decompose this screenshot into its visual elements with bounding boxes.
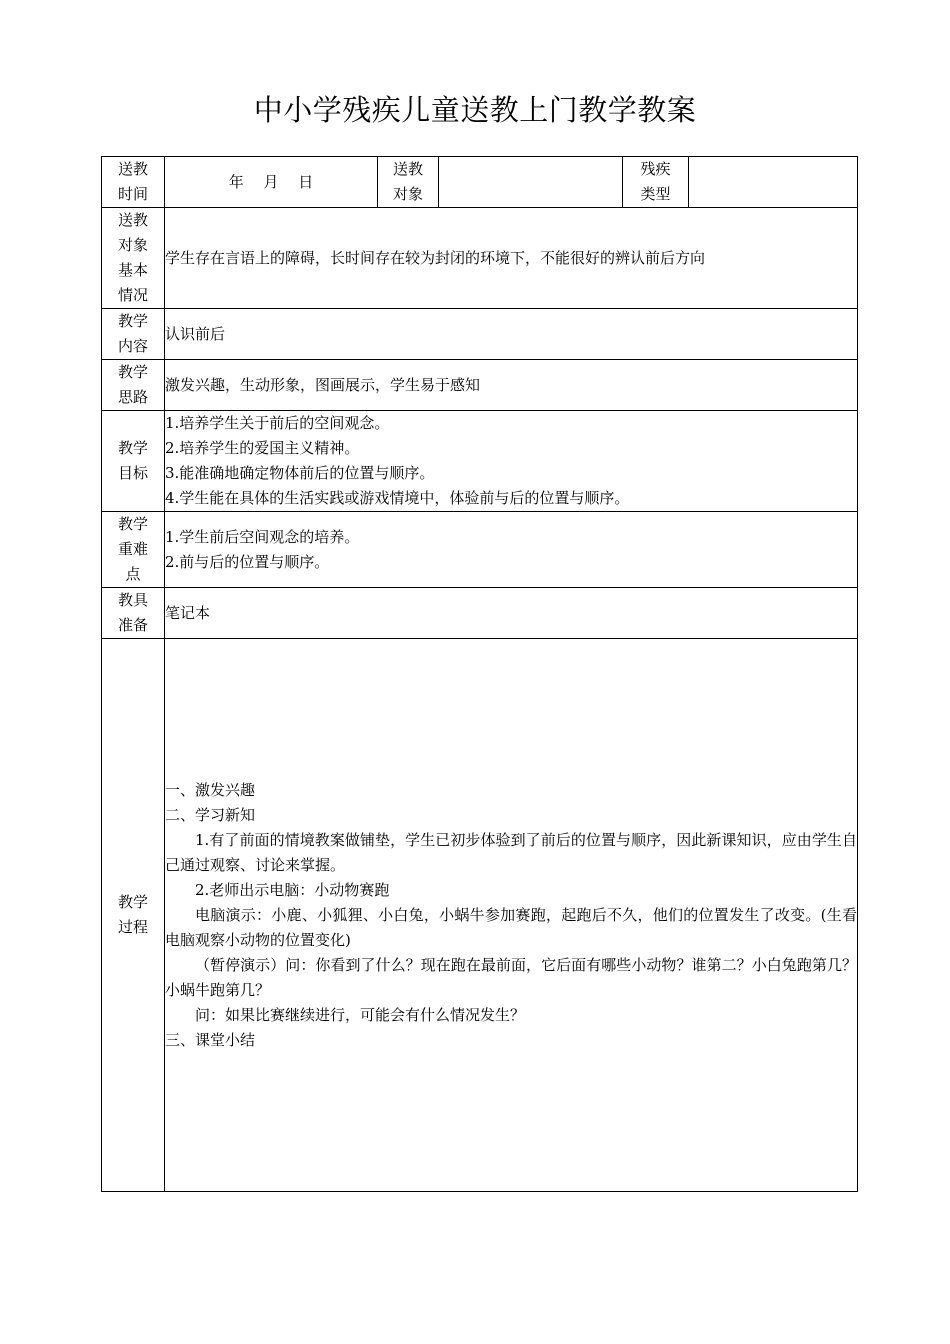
process-paragraph: 1.有了前面的情境教案做铺垫，学生已初步体验到了前后的位置与顺序，因此新课知识，应由学生自己通过观察、讨论来掌握。 xyxy=(165,830,857,874)
process-section-2: 二、学习新知 xyxy=(165,805,256,824)
approach-label: 教学 思路 xyxy=(102,360,165,411)
lesson-plan-table xyxy=(101,156,858,1192)
goal-item: 4.学生能在具体的生活实践或游戏情境中，体验前与后的位置与顺序。 xyxy=(165,489,630,507)
student-situation-text: 学生存在言语上的障碍，长时间存在较为封闭的环境下，不能很好的辨认前后方向 xyxy=(165,208,858,309)
goal-item: 2.培养学生的爱国主义精神。 xyxy=(165,439,360,457)
key-point-item: 2.前与后的位置与顺序。 xyxy=(165,552,330,571)
goal-item: 3.能准确地确定物体前后的位置与顺序。 xyxy=(165,464,435,482)
content-text: 认识前后 xyxy=(165,309,858,360)
disability-field[interactable] xyxy=(689,157,858,208)
header-row xyxy=(102,157,858,208)
process-section-1: 一、激发兴趣 xyxy=(165,780,256,799)
key-points-row xyxy=(102,512,858,588)
time-label: 送教 时间 xyxy=(102,157,165,208)
goals-row xyxy=(102,411,858,512)
student-situation-row xyxy=(102,208,858,309)
process-row xyxy=(102,639,858,1192)
content-row xyxy=(102,309,858,360)
disability-label: 残疾 类型 xyxy=(623,157,689,208)
process-paragraph: 问：如果比赛继续进行，可能会有什么情况发生？ xyxy=(195,1005,526,1024)
target-field[interactable] xyxy=(439,157,623,208)
content-label: 教学 内容 xyxy=(102,309,165,360)
tools-text: 笔记本 xyxy=(165,588,858,639)
date-field[interactable]: 年 月 日 xyxy=(165,157,378,208)
process-paragraph: 2.老师出示电脑：小动物赛跑 xyxy=(195,880,390,899)
goals-list xyxy=(165,411,858,512)
key-point-item: 1.学生前后空间观念的培养。 xyxy=(165,527,360,546)
goals-label: 教学 目标 xyxy=(102,411,165,512)
approach-row xyxy=(102,360,858,411)
process-paragraph: （暂停演示）问：你看到了什么？现在跑在最前面，它后面有哪些小动物？谁第二？小白兔跑第几？小蜗牛跑第几？ xyxy=(165,955,857,999)
process-label: 教学 过程 xyxy=(102,639,165,1192)
tools-label: 教具 准备 xyxy=(102,588,165,639)
process-section-3: 三、课堂小结 xyxy=(165,1030,256,1049)
process-paragraph: 电脑演示：小鹿、小狐狸、小白兔，小蜗牛参加赛跑，起跑后不久，他们的位置发生了改变。(生看电脑观察小动物的位置变化) xyxy=(165,905,857,949)
approach-text: 激发兴趣，生动形象，图画展示，学生易于感知 xyxy=(165,360,858,411)
tools-row xyxy=(102,588,858,639)
process-body xyxy=(165,639,858,1192)
student-situation-label: 送教 对象 基本 情况 xyxy=(102,208,165,309)
page-title: 中小学残疾儿童送教上门教学教案 xyxy=(253,93,697,127)
target-label: 送教 对象 xyxy=(378,157,439,208)
goal-item: 1.培养学生关于前后的空间观念。 xyxy=(165,414,390,432)
key-points-label: 教学 重难 点 xyxy=(102,512,165,588)
key-points-list xyxy=(165,512,858,588)
